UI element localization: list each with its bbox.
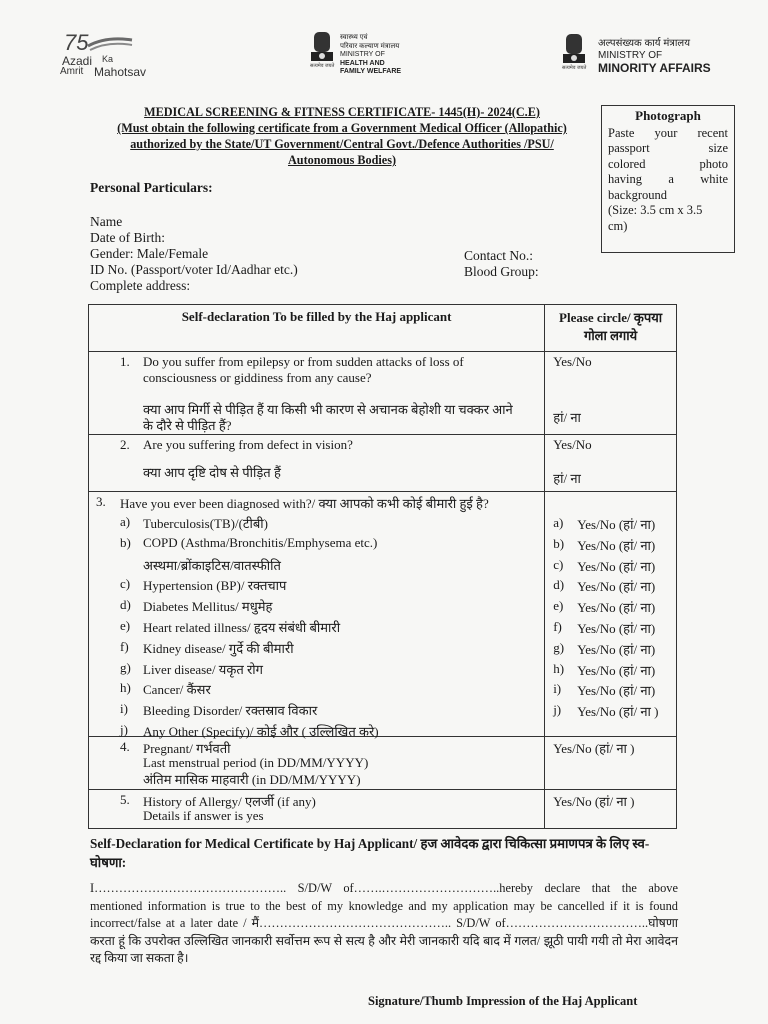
mohfw-hindi-1: स्वास्थ्य एवं [340,34,368,41]
question-text: Have you ever been diagnosed with?/ क्या आपको कभी कोई बीमारी हुई है? [120,496,489,511]
name-field[interactable]: Name [90,214,123,229]
gender-field[interactable]: Gender: Male/Female [90,246,209,261]
blood-group-field[interactable]: Blood Group: [464,264,539,279]
please-circle-text: Please circle/ कृपया [559,310,663,325]
moma-text [598,38,748,76]
answer-letter: g) [553,639,565,655]
sub-item-letter: h) [120,680,131,696]
personal-particulars-heading: Personal Particulars: [90,180,213,195]
title-line-1: MEDICAL SCREENING & FITNESS CERTIFICATE- 1445(H)- 2024(C.E) [144,105,540,119]
sub-item-letter: c) [120,576,131,592]
yes-no-option[interactable]: Yes/No (हां/ ना) [577,558,656,574]
sub-item-text: Kidney disease/ गुर्दे की बीमारी [143,640,294,656]
photo-instruction-4: having a white [608,172,728,186]
yes-no-option[interactable]: Yes/No (हां/ ना) [577,537,656,553]
sub-item-text: Diabetes Mellitus/ मधुमेह [143,599,273,615]
yes-no-option[interactable]: Yes/No [553,437,592,452]
yes-no-option[interactable]: Yes/No (हां/ ना) [577,600,656,616]
answer-letter: c) [553,556,564,572]
question-text: History of Allergy/ एलर्जी (if any) [143,794,316,809]
sub-item-letter: j) [120,722,128,737]
sub-item-letter: i) [120,701,128,717]
self-declaration-heading-line-2: घोषणा: [90,855,127,870]
question-number: 1. [120,354,130,369]
moma-line-2: MINORITY AFFAIRS [598,61,711,75]
answer-letter: e) [553,598,564,614]
sub-item-letter: e) [120,618,131,633]
photo-instruction-1: Paste your recent [608,125,728,140]
sub-item-letter: b) [120,534,131,550]
mohfw-logo [308,30,402,75]
moma-hindi: अल्पसंख्यक कार्य मंत्रालय [598,38,690,49]
mohfw-line-3: FAMILY WELFARE [340,68,402,75]
table-header-left: Self-declaration To be filled by the Haj applicant [89,305,545,352]
title-line-4: Autonomous Bodies) [287,153,396,167]
question-text: Pregnant/ गर्भवती [143,741,231,756]
flag-swoosh-icon [86,34,134,52]
question-text: Last menstrual period (in DD/MM/YYYY) [143,755,369,770]
table-row [89,435,677,492]
yes-no-option[interactable]: Yes/No (हां/ ना) [577,579,656,595]
photo-instruction-6: (Size: 3.5 cm x 3.5 [608,203,703,217]
sub-item-letter: d) [120,597,131,613]
yes-no-option[interactable]: Yes/No (हां/ ना ) [553,741,635,756]
photo-instruction-3: colored photo [608,156,728,171]
dob-field[interactable]: Date of Birth: [90,230,165,245]
logo-text-ka: Ka [102,54,114,64]
table-header-row [89,305,677,352]
table-row [89,737,677,790]
logo-text-mahotsav: Mahotsav [94,65,147,79]
self-declaration-heading [90,834,680,872]
table-header-right [545,305,677,352]
id-no-field[interactable]: ID No. (Passport/voter Id/Aadhar etc.) [90,262,298,277]
question-text: Details if answer is yes [143,808,264,823]
question-text-hindi: क्या आप मिर्गी से पीड़ित हैं या किसी भी कारण से अचानक बेहोशी या चक्कर आने [143,402,513,417]
sub-item-text: Bleeding Disorder/ रक्तस्राव विकार [143,703,318,719]
sub-item-text: अस्थमा/ब्रोंकाइटिस/वातस्फीति [143,557,281,573]
table-row [89,790,677,829]
mohfw-hindi-2: परिवार कल्याण मंत्रालय [340,42,400,50]
signature-label[interactable]: Signature/Thumb Impression of the Haj Applicant [368,994,638,1008]
mohfw-line-2: HEALTH AND [340,59,385,67]
sub-item-text: Heart related illness/ हृदय संबंधी बीमारी [143,620,341,635]
yes-no-option[interactable]: Yes/No (हां/ ना) [577,683,656,699]
sub-item-letter: f) [120,638,129,654]
moma-logo [560,32,711,77]
question-text: Do you suffer from epilepsy or from sudden attacks of loss of [143,354,464,369]
yes-no-option[interactable]: Yes/No (हां/ ना ) [577,704,659,720]
answer-letter: h) [553,660,565,676]
address-field[interactable]: Complete address: [90,278,191,293]
sub-item-text: Any Other (Specify)/ कोई और ( उल्लिखित करे) [143,724,379,739]
answer-letter: b) [553,535,565,551]
sub-item-text: Liver disease/ यकृत रोग [143,661,263,677]
self-declaration-heading-line-1: Self-Declaration for Medical Certificate by Haj Applicant/ हज आवेदक द्वारा चिकित्सा प्रमाणपत्र के लिए स्व- [90,836,650,851]
declaration-paragraph[interactable]: I……………………………………….. S/D/W of…….………………………..hereby declare that the above mentioned information is true to the best of my knowledge and my application may be cancelled if it is found incorrect/false at a later date / मैं……………………………………….. S/D/W of……………………………..घोषणा करता हूं कि उपरोक्त उल्लिखित जानकारी सर्वोत्तम रूप से सत्य है और मेरी जानकारी यदि बाद में गलत/ झूठी पायी गयी तो मेरा आवेदन रद्द किया जा सकता है। [90,881,678,965]
photo-instruction-5: background [608,187,668,202]
question-number: 2. [120,437,130,452]
question-text-hindi: अंतिम मासिक माहवारी (in DD/MM/YYYY) [143,772,361,787]
answer-letter: a) [553,515,564,530]
sub-item-text: COPD (Asthma/Bronchitis/Emphysema etc.) [143,534,378,550]
please-circle-hindi: गोला लगाये [584,328,638,343]
photo-instruction-7: cm) [608,218,628,233]
moma-line-1: MINISTRY OF [598,50,663,61]
question-number: 5. [120,792,130,807]
sub-item-text: Tuberculosis(TB)/(टीबी) [143,516,268,531]
yes-no-option[interactable]: Yes/No (हां/ ना) [577,641,656,657]
logo-number: 75 [64,30,89,55]
question-text-hindi: क्या आप दृष्टि दोष से पीड़ित हैं [143,465,281,480]
sub-item-letter: g) [120,659,131,675]
photograph-box[interactable] [601,105,735,253]
yes-no-option[interactable]: Yes/No (हां/ ना) [577,517,656,532]
yes-no-option[interactable]: Yes/No (हां/ ना) [577,621,656,636]
yes-no-option[interactable]: Yes/No [553,354,592,369]
answer-letter: j) [553,702,562,718]
question-text-hindi: के दौरे से पीड़ित हैं? [143,418,232,433]
self-declaration-table [88,304,677,829]
mohfw-text [340,34,450,77]
certificate-title [92,104,592,168]
title-line-3: authorized by the State/UT Government/Central Govt./Defence Authorities /PSU/ [130,137,554,151]
sub-item-text: Hypertension (BP)/ रक्तचाप [143,578,287,594]
answer-letter: i) [553,681,562,697]
photograph-heading: Photograph [635,108,701,123]
satyameva-jayate-text: सत्यमेव जयते [562,65,587,71]
title-line-2: (Must obtain the following certificate from a Government Medical Officer (Allopathic) [117,121,567,135]
question-text: Are you suffering from defect in vision? [143,437,353,452]
table-row [89,492,677,737]
sub-item-letter: a) [120,514,131,529]
mohfw-line-1: MINISTRY OF [340,51,385,58]
question-text: consciousness or giddiness from any cause? [143,370,372,385]
yes-no-option-hindi[interactable]: हां/ ना [553,471,581,486]
yes-no-option-hindi[interactable]: हां/ ना [553,410,581,425]
yes-no-option[interactable]: Yes/No (हां/ ना) [577,662,656,678]
yes-no-option[interactable]: Yes/No (हां/ ना ) [553,794,635,809]
logo-text-amrit: Amrit [60,66,84,77]
logo-text-azadi: Azadi [62,54,93,68]
satyameva-jayate-text: सत्यमेव जयते [310,63,335,69]
question-number: 4. [120,739,130,754]
table-row [89,352,677,435]
contact-no-field[interactable]: Contact No.: [464,248,533,263]
photo-instruction-2: passport size [608,141,728,155]
answer-letter: f) [553,619,562,634]
sub-item-text: Cancer/ कैंसर [143,682,211,698]
question-number: 3. [96,494,106,509]
azadi-ka-amrit-mahotsav-logo [60,30,147,79]
answer-letter: d) [553,577,565,593]
